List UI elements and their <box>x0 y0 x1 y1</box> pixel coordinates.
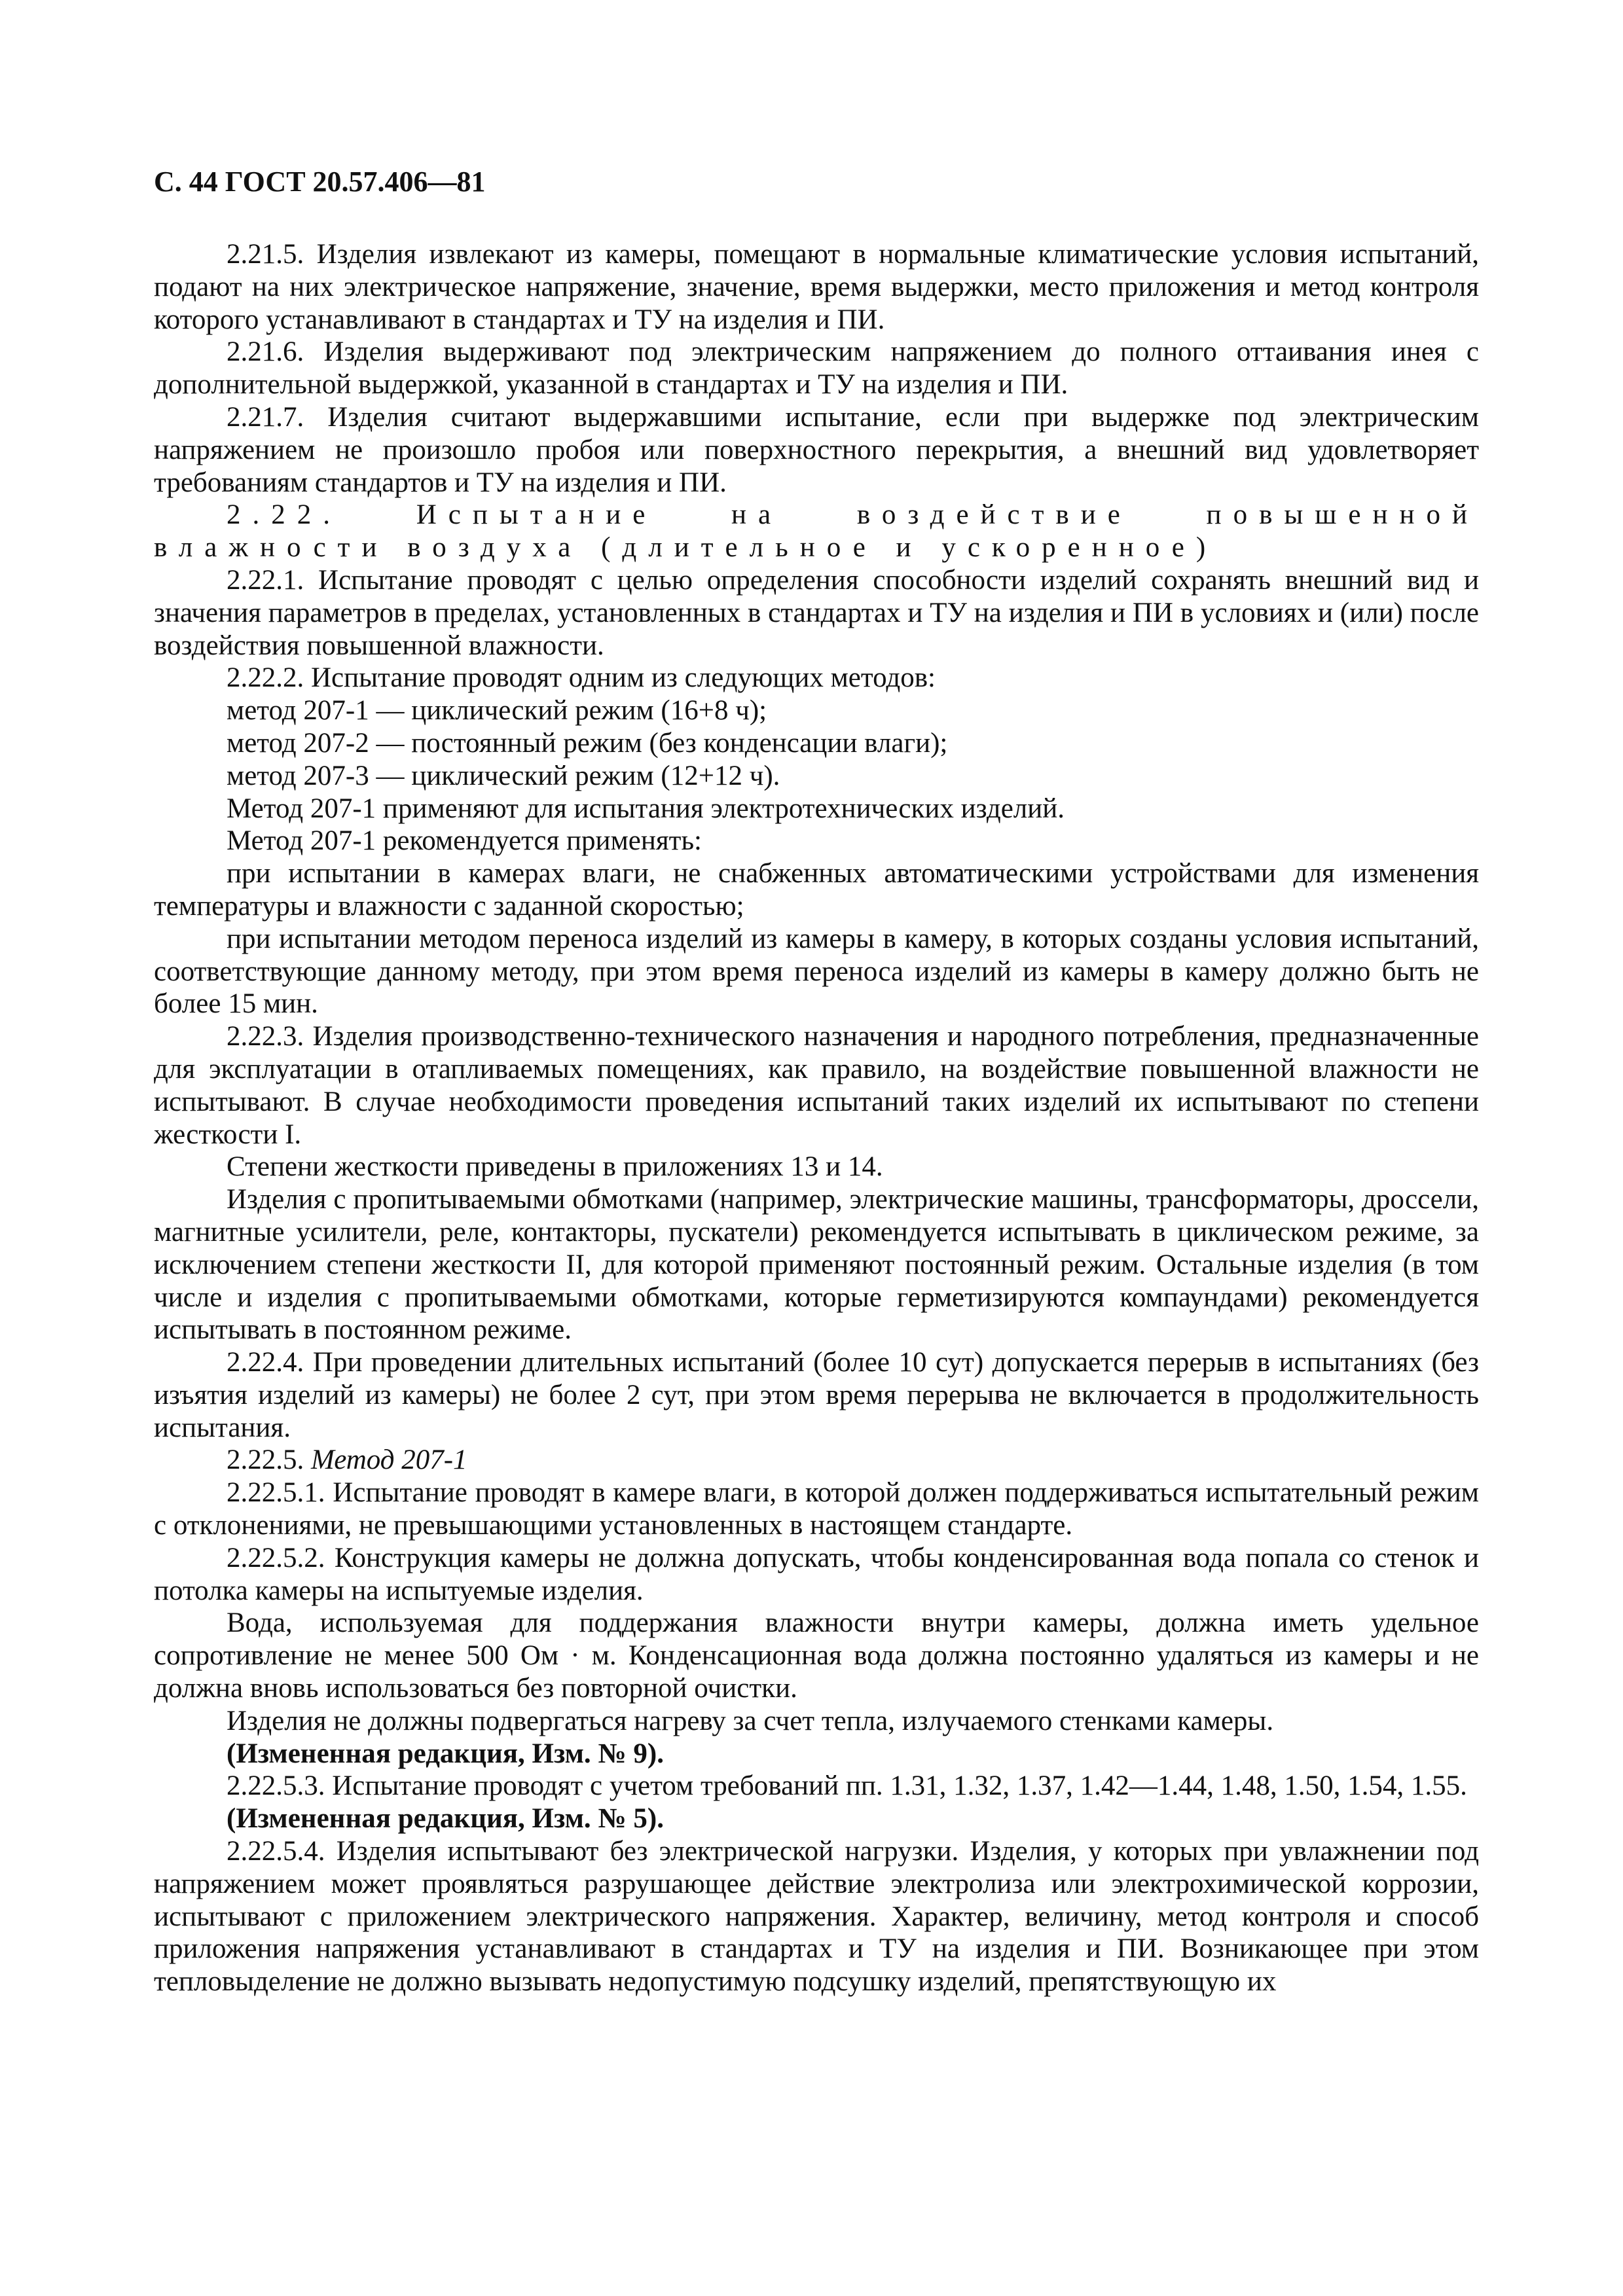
paragraph-text: при испытании методом переноса изделий из камеры в камеру, в которых созданы условия испытаний, соответствующие данному методу, при этом время переноса изделий из камеры в камеру должно быть не более 15 мин. <box>154 923 1479 1020</box>
paragraph-text: Вода, используемая для поддержания влажности внутри камеры, должна иметь удельное сопротивление не менее 500 Ом · м. Конденсационная вода должна постоянно удаляться из камеры и не должна вновь использоваться без повторной очистки. <box>154 1607 1479 1704</box>
paragraph-text: Метод 207-1 рекомендуется применять: <box>227 825 702 857</box>
paragraph-text: Изделия с пропитываемыми обмотками (например, электрические машины, трансформаторы, дроссели, магнитные усилители, реле, контакторы, пускатели) рекомендуется испытывать в циклическом режиме, за исключением степени жесткости II, для которой применяют постоянный режим. Остальные изделия (в том числе и изделия с пропитываемыми обмотками, которые герметизируются компаундами) рекомендуется испытывать в постоянном режиме. <box>154 1184 1479 1346</box>
method-list-item: метод 207-1 — циклический режим (16+8 ч); <box>227 695 767 726</box>
paragraph-text: Степени жесткости приведены в приложениях 13 и 14. <box>227 1151 883 1183</box>
paragraph-2-21-6: 2.21.6. Изделия выдерживают под электрическим напряжением до полного оттаивания инея с дополнительной выдержкой, указанной в стандартах и ТУ на изделия и ПИ. <box>154 336 1479 401</box>
method-list-item: метод 207-2 — постоянный режим (без конденсации влаги); <box>227 727 948 759</box>
amendment-note: (Измененная редакция, Изм. № 5). <box>227 1803 664 1835</box>
paragraph-2-22-5-3: 2.22.5.3. Испытание проводят с учетом требований пп. 1.31, 1.32, 1.37, 1.42—1.44, 1.48, 1.50, 1.54, 1.55. <box>227 1770 1467 1802</box>
paragraph-2-22-5-4: 2.22.5.4. Изделия испытывают без электрической нагрузки. Изделия, у которых при увлажнении под напряжением может проявляться разрушающее действие электролиза или электрохимической коррозии, испытывают с приложением электрического напряжения. Характер, величину, метод контроля и способ приложения напряжения устанавливают в стандартах и ТУ на изделия и ПИ. Возникающее при этом тепловыделение не должно вызывать недопустимую подсушку изделий, препятствующую их <box>154 1836 1479 1998</box>
paragraph-2-22-5-1: 2.22.5.1. Испытание проводят в камере влаги, в которой должен поддерживаться испытательный режим с отклонениями, не превышающими установленных в настоящем стандарте. <box>154 1477 1479 1541</box>
paragraph-text: при испытании в камерах влаги, не снабженных автоматическими устройствами для изменения температуры и влажности с заданной скоростью; <box>154 858 1479 922</box>
clause-number: 2.22.5. <box>227 1444 311 1476</box>
paragraph-2-21-5: 2.21.5. Изделия извлекают из камеры, помещают в нормальные климатические условия испытаний, подают на них электрическое напряжение, значение, время выдержки, место приложения и метод контроля которого устанавливают в стандартах и ТУ на изделия и ПИ. <box>154 239 1479 335</box>
paragraph-2-22-3: 2.22.3. Изделия производственно-технического назначения и народного потребления, предназначенные для эксплуатации в отапливаемых помещениях, как правило, на воздействие повышенной влажности не испытывают. В случае необходимости проведения испытаний таких изделий их испытывают по степени жесткости I. <box>154 1021 1479 1150</box>
paragraph-2-21-7: 2.21.7. Изделия считают выдержавшими испытание, если при выдержке под электрическим напряжением не произошло пробоя или поверхностного перекрытия, а внешний вид удовлетворяет требованиям стандартов и ТУ на изделия и ПИ. <box>154 401 1479 498</box>
amendment-note: (Измененная редакция, Изм. № 9). <box>227 1738 664 1769</box>
method-title: Метод 207-1 <box>311 1444 467 1476</box>
section-heading-2-22: 2.22. Испытание на воздействие повышенной влажности воздуха (длительное и ускоренное) <box>154 499 1479 564</box>
paragraph-text: Изделия не должны подвергаться нагреву за счет тепла, излучаемого стенками камеры. <box>227 1705 1274 1736</box>
paragraph-2-22-1: 2.22.1. Испытание проводят с целью определения способности изделий сохранять внешний вид и значения параметров в пределах, установленных в стандартах и ТУ на изделия и ПИ в условиях и (или) после воздействия повышенной влажности. <box>154 564 1479 661</box>
method-list-item: метод 207-3 — циклический режим (12+12 ч). <box>227 760 780 791</box>
page-header: С. 44 ГОСТ 20.57.406—81 <box>154 166 486 198</box>
paragraph-2-22-4: 2.22.4. При проведении длительных испытаний (более 10 сут) допускается перерыв в испытаниях (без изъятия изделий из камеры) не более 2 сут, при этом время перерыва не включается в продолжительность испытания. <box>154 1347 1479 1443</box>
paragraph-2-22-2: 2.22.2. Испытание проводят одним из следующих методов: <box>227 662 936 694</box>
paragraph-text: Метод 207-1 применяют для испытания электротехнических изделий. <box>227 793 1065 824</box>
paragraph-2-22-5 <box>154 1444 1479 1477</box>
paragraph-2-22-5-2: 2.22.5.2. Конструкция камеры не должна допускать, чтобы конденсированная вода попала со стенок и потолка камеры на испытуемые изделия. <box>154 1542 1479 1606</box>
